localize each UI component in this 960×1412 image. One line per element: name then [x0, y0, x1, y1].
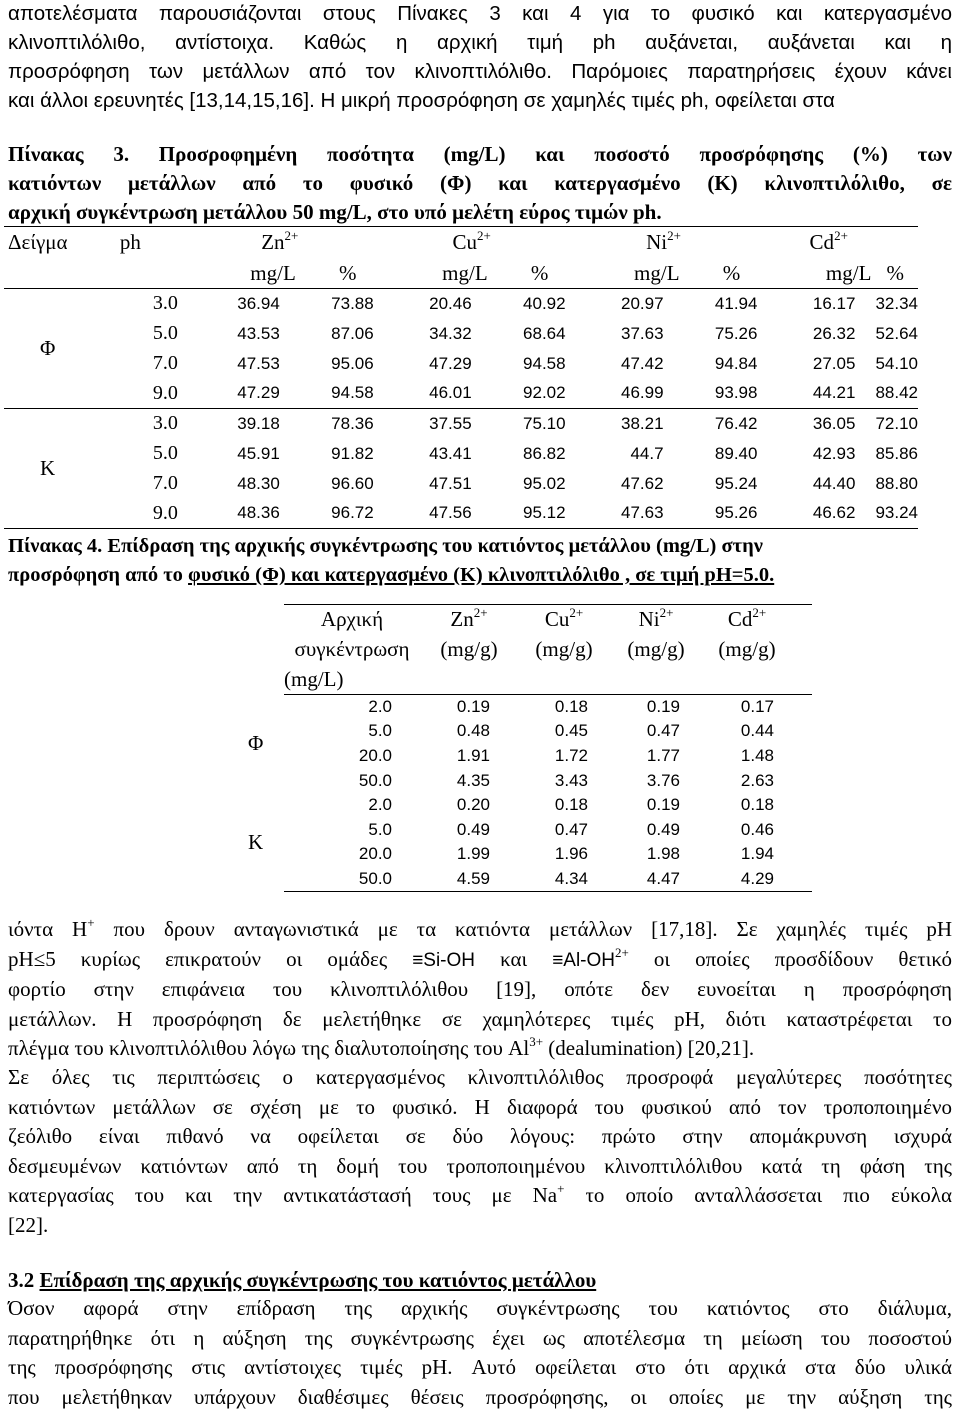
concentration-cell: 20.0 [284, 744, 420, 769]
col-header-sample: Δείγμα [4, 227, 112, 259]
value-cell: 37.55 [396, 409, 492, 439]
value-cell: 20.46 [396, 289, 492, 319]
ph-cell: 5.0 [112, 439, 204, 469]
value-cell: 4.35 [420, 768, 518, 793]
value-cell: 48.30 [204, 469, 300, 499]
group-label: Φ [180, 695, 284, 793]
intro-paragraph [8, 0, 952, 115]
value-cell: 47.29 [396, 349, 492, 379]
concentration-cell: 2.0 [284, 793, 420, 818]
concentration-cell: 5.0 [284, 719, 420, 744]
col-header-ph: ph [112, 227, 204, 259]
value-cell: 1.77 [610, 744, 702, 769]
col-header-ni: $Ni^{2+}$ [588, 227, 780, 259]
value-cell: 47.63 [588, 499, 684, 529]
value-cell: 94.58 [300, 379, 396, 409]
value-cell: 88.42 [875, 379, 918, 409]
table3-caption [8, 140, 952, 227]
value-cell: 2.63 [702, 768, 812, 793]
value-cell: 44.7 [588, 439, 684, 469]
value-cell: 0.49 [610, 817, 702, 842]
ph-cell: 7.0 [112, 349, 204, 379]
value-cell: 38.21 [588, 409, 684, 439]
value-cell: 36.05 [779, 409, 875, 439]
value-cell: 0.18 [518, 695, 610, 720]
body-paragraph-2 [8, 1063, 952, 1240]
text-line: πλέγμα του κλινοπτιλόλιθου λόγω της διαλυτοποίησης του $Al^{3+}$ (dealumination) [20,21]. [8, 1034, 952, 1064]
value-cell: 44.21 [779, 379, 875, 409]
unit-mg: mg/L [588, 259, 684, 289]
table-unit-row [4, 259, 918, 289]
value-cell: 45.91 [204, 439, 300, 469]
table4-caption [8, 532, 952, 590]
value-cell: 3.76 [610, 768, 702, 793]
value-cell: 96.72 [300, 499, 396, 529]
value-cell: 85.86 [875, 439, 918, 469]
value-cell: 0.20 [420, 793, 518, 818]
col-header-cu: $Cu^{2+}$ [396, 227, 588, 259]
text-line: δεσμευμένων κατιόντων από τη δομή του τροποποιημένου κλινοπτιλόλιθου κατά τη φάση της [8, 1152, 952, 1182]
unit-pct: % [300, 259, 396, 289]
text-line: Όσον αφορά στην επίδραση της αρχικής συγκέντρωσης του κατιόντος στο διάλυμα, [8, 1294, 952, 1324]
col-header-cd: $Cd^{2+}$ [702, 605, 812, 635]
text-line: pH≤5 κυρίως επικρατούν οι ομάδες ≡Si-OH $\kappa\alpha\iota \equiv Al-OH^{2+}$ οι οποίες προσδίδουν θετικό [8, 945, 952, 976]
value-cell: 4.34 [518, 867, 610, 892]
value-cell: 3.43 [518, 768, 610, 793]
value-cell: 0.47 [610, 719, 702, 744]
value-cell: 91.82 [300, 439, 396, 469]
value-cell: 0.46 [702, 817, 812, 842]
value-cell: 43.53 [204, 319, 300, 349]
body-paragraph-1 [8, 915, 952, 1064]
value-cell: 88.80 [875, 469, 918, 499]
section-number: 3.2 [8, 1268, 40, 1292]
col-header-zn: $Zn^{2+}$ [420, 605, 518, 635]
group-label: Κ [4, 409, 112, 529]
value-cell: 47.62 [588, 469, 684, 499]
table-row [4, 319, 918, 349]
value-cell: 43.41 [396, 439, 492, 469]
value-cell: 75.26 [684, 319, 780, 349]
text-line: που μελετήθηκαν υπάρχουν διαθέσιμες θέσεις προσρόφησης, οι οποίες με την αύξηση της [8, 1383, 952, 1412]
value-cell: 92.02 [492, 379, 588, 409]
value-cell: 68.64 [492, 319, 588, 349]
text-line: Σε όλες τις περιπτώσεις ο κατεργασμένος κλινοπτιλόλιθος προσροφά μεγαλύτερες ποσότητες [8, 1063, 952, 1093]
value-cell: 75.10 [492, 409, 588, 439]
table-row [4, 349, 918, 379]
value-cell: 95.02 [492, 469, 588, 499]
value-cell: 96.60 [300, 469, 396, 499]
caption-line: Πίνακας 3. Προσροφημένη ποσότητα (mg/L) και ποσοστό προσρόφησης (%) των [8, 140, 952, 169]
unit-mg: mg/L [779, 259, 875, 289]
table-row [180, 695, 812, 720]
concentration-cell: 50.0 [284, 768, 420, 793]
value-cell: 46.01 [396, 379, 492, 409]
value-cell: 0.18 [702, 793, 812, 818]
value-cell: 47.29 [204, 379, 300, 409]
caption-line: κατιόντων μετάλλων από το φυσικό (Φ) και κατεργασμένο (Κ) κλινοπτιλόλιθο, σε [8, 169, 952, 198]
value-cell: 16.17 [779, 289, 875, 319]
text-line: και άλλοι ερευνητές [13,14,15,16]. Η μικρή προσρόφηση σε χαμηλές τιμές ph, οφείλεται στα [8, 86, 952, 115]
body-paragraph-3 [8, 1294, 952, 1412]
concentration-cell: 5.0 [284, 817, 420, 842]
col-header-initial-conc: συγκέντρωση [284, 635, 420, 665]
caption-line: προσρόφηση από το φυσικό (Φ) και κατεργασμένο (Κ) κλινοπτιλόλιθο , σε τιμή pH=5.0. [8, 561, 952, 590]
caption-line: Πίνακας 4. Επίδραση της αρχικής συγκέντρωσης του κατιόντος μετάλλου (mg/L) στην [8, 532, 952, 561]
value-cell: 47.51 [396, 469, 492, 499]
value-cell: 34.32 [396, 319, 492, 349]
value-cell: 1.98 [610, 842, 702, 867]
value-cell: 95.24 [684, 469, 780, 499]
concentration-cell: 50.0 [284, 867, 420, 892]
value-cell: 0.19 [420, 695, 518, 720]
value-cell: 46.62 [779, 499, 875, 529]
col-header-ni: $Ni^{2+}$ [610, 605, 702, 635]
value-cell: 87.06 [300, 319, 396, 349]
value-cell: 0.17 [702, 695, 812, 720]
text-line: [22]. [8, 1211, 952, 1241]
value-cell: 27.05 [779, 349, 875, 379]
value-cell: 1.48 [702, 744, 812, 769]
table-row [4, 439, 918, 469]
unit-pct: % [492, 259, 588, 289]
col-header-cd: $Cd^{2+}$ [779, 227, 918, 259]
ph-cell: 3.0 [112, 289, 204, 319]
text-line: μετάλλων. Η προσρόφηση δε μελετήθηκε σε χαμηλότερες τιμές pH, διότι καταστρέφεται το [8, 1005, 952, 1035]
value-cell: 47.56 [396, 499, 492, 529]
text-line: κατιόντων μετάλλων σε σχέση με το φυσικό. Η διαφορά του φυσικού από τον τροποποιημένο [8, 1093, 952, 1123]
value-cell: 72.10 [875, 409, 918, 439]
value-cell: 42.93 [779, 439, 875, 469]
value-cell: 37.63 [588, 319, 684, 349]
group-label: Φ [4, 289, 112, 409]
text-line: ζεόλιθο είναι πιθανό να οφείλεται σε δύο λόγους: πρώτο στην απομάκρυνση ισχυρά [8, 1122, 952, 1152]
table-row [4, 499, 918, 529]
value-cell: 0.19 [610, 695, 702, 720]
value-cell: 39.18 [204, 409, 300, 439]
value-cell: 47.53 [204, 349, 300, 379]
concentration-cell: 20.0 [284, 842, 420, 867]
table-4 [180, 604, 812, 892]
ph-cell: 5.0 [112, 319, 204, 349]
ph-cell: 7.0 [112, 469, 204, 499]
value-cell: 0.48 [420, 719, 518, 744]
unit-mgg: (mg/g) [610, 635, 702, 665]
table-row [4, 379, 918, 409]
value-cell: 95.26 [684, 499, 780, 529]
value-cell: 46.99 [588, 379, 684, 409]
unit-mg: mg/L [204, 259, 300, 289]
ph-cell: 3.0 [112, 409, 204, 439]
value-cell: 4.47 [610, 867, 702, 892]
concentration-cell: 2.0 [284, 695, 420, 720]
unit-pct: % [684, 259, 780, 289]
value-cell: 0.47 [518, 817, 610, 842]
section-title: Επίδραση της αρχικής συγκέντρωσης του κατιόντος μετάλλου [40, 1268, 597, 1292]
value-cell: 1.99 [420, 842, 518, 867]
text-line: ιόντα Η+ που δρουν ανταγωνιστικά με τα κατιόντα μετάλλων [17,18]. Σε χαμηλές τιμές pH [8, 915, 952, 945]
table-row [4, 289, 918, 319]
value-cell: 47.42 [588, 349, 684, 379]
section-heading [8, 1266, 952, 1296]
col-header-initial-conc: Αρχική [284, 605, 420, 635]
text-line: προσρόφηση των μετάλλων από τον κλινοπτιλόλιθο. Παρόμοιες παρατηρήσεις έχουν κάνει [8, 57, 952, 86]
value-cell: 44.40 [779, 469, 875, 499]
text-line: αποτελέσματα παρουσιάζονται στους Πίνακες 3 και 4 για το φυσικό και κατεργασμένο [8, 0, 952, 28]
value-cell: 93.24 [875, 499, 918, 529]
value-cell: 86.82 [492, 439, 588, 469]
value-cell: 95.12 [492, 499, 588, 529]
col-header-cu: $Cu^{2+}$ [518, 605, 610, 635]
value-cell: 1.94 [702, 842, 812, 867]
value-cell: 54.10 [875, 349, 918, 379]
value-cell: 0.18 [518, 793, 610, 818]
ph-cell: 9.0 [112, 379, 204, 409]
col-header-zn: $Zn^{2+}$ [204, 227, 396, 259]
value-cell: 4.59 [420, 867, 518, 892]
group-label: Κ [180, 793, 284, 891]
value-cell: 1.96 [518, 842, 610, 867]
value-cell: 0.19 [610, 793, 702, 818]
value-cell: 94.84 [684, 349, 780, 379]
value-cell: 1.72 [518, 744, 610, 769]
value-cell: 94.58 [492, 349, 588, 379]
value-cell: 32.34 [875, 289, 918, 319]
caption-line: αρχική συγκέντρωση μετάλλου 50 mg/L, στο υπό μελέτη εύρος τιμών ph. [8, 198, 952, 227]
text-line: κλινοπτιλόλιθο, αντίστοιχα. Καθώς η αρχική τιμή ph αυξάνεται, αυξάνεται και η [8, 28, 952, 57]
table-row [4, 409, 918, 439]
value-cell: 40.92 [492, 289, 588, 319]
table-header-row [4, 227, 918, 259]
col-header-initial-conc: (mg/L) [284, 665, 420, 695]
value-cell: 73.88 [300, 289, 396, 319]
text-line: της προσρόφησης στις αντίστοιχες τιμές pH. Αυτό οφείλεται στο ότι αρχικά στα δύο υλικά [8, 1353, 952, 1383]
unit-mgg: (mg/g) [420, 635, 518, 665]
value-cell: 52.64 [875, 319, 918, 349]
ph-cell: 9.0 [112, 499, 204, 529]
text-line: κατεργασίας του και την αντικατάστασή τους με Na+ το οποίο ανταλλάσσεται πιο εύκολα [8, 1181, 952, 1211]
value-cell: 1.91 [420, 744, 518, 769]
value-cell: 36.94 [204, 289, 300, 319]
value-cell: 48.36 [204, 499, 300, 529]
value-cell: 78.36 [300, 409, 396, 439]
table-row [180, 793, 812, 818]
text-line: φορτίο στην επιφάνεια του κλινοπτιλόλιθου [19], οπότε δεν ευνοείται η προσρόφηση [8, 975, 952, 1005]
value-cell: 0.49 [420, 817, 518, 842]
text-line: παρατηρήθηκε ότι η αύξηση της συγκέντρωσης έχει ως αποτέλεσμα τη μείωση του ποσοστού [8, 1324, 952, 1354]
unit-mg: mg/L [396, 259, 492, 289]
unit-pct: % [875, 259, 918, 289]
table-row [4, 469, 918, 499]
unit-mgg: (mg/g) [702, 635, 812, 665]
table-3 [4, 226, 918, 529]
value-cell: 0.44 [702, 719, 812, 744]
value-cell: 76.42 [684, 409, 780, 439]
value-cell: 20.97 [588, 289, 684, 319]
value-cell: 93.98 [684, 379, 780, 409]
value-cell: 89.40 [684, 439, 780, 469]
value-cell: 95.06 [300, 349, 396, 379]
value-cell: 41.94 [684, 289, 780, 319]
value-cell: 26.32 [779, 319, 875, 349]
value-cell: 4.29 [702, 867, 812, 892]
value-cell: 0.45 [518, 719, 610, 744]
unit-mgg: (mg/g) [518, 635, 610, 665]
